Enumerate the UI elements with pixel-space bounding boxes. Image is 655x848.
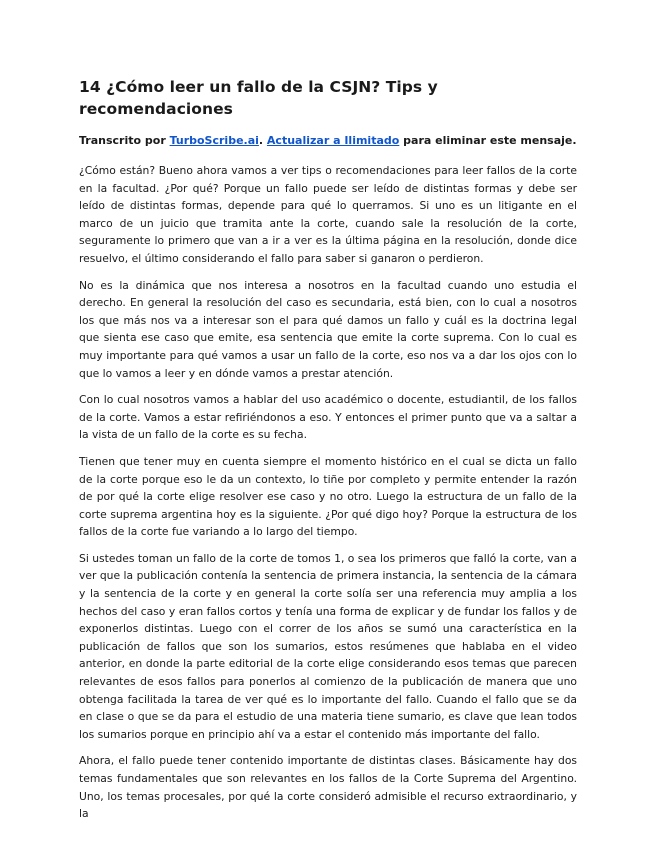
paragraph: Si ustedes toman un fallo de la corte de tomos 1, o sea los primeros que falló la corte, van a ver que la publicación contenía la sentencia de primera instancia, la sentencia de la cámara y la sentencia de la corte y en general la corte solía ser una referencia muy amplia a los hechos del caso y eran fallos cortos y tenía una forma de explicar y de fundar los fallos y de exponerlos distintas. Luego con el correr de los años se sumó una característica en la publicación de fallos que son los sumarios, estos resúmenes que hablaba en el video anterior, en donde la parte editorial de la corte elige considerando esos temas que parecen relevantes de esos fallos para ponerlos al comienzo de la publicación de manera que uno obtenga facilitada la tarea de ver qué es lo importante del fallo. Cuando el fallo que se da en clase o que se da para el estudio de una materia tiene sumario, es clave que lean todos los sumarios porque en principio ahí va a estar el contenido más importante del fallo.: [79, 551, 578, 741]
notice-prefix: Transcrito por: [79, 134, 170, 147]
paragraph: Con lo cual nosotros vamos a hablar del uso académico o docente, estudiantil, de los fallos de la corte. Vamos a estar refiriéndonos a eso. Y entonces el primer punto que va a saltar a la vista de un fallo de la corte es su fecha.: [79, 393, 577, 442]
notice-separator: .: [258, 134, 267, 147]
paragraph: No es la dinámica que nos interesa a nosotros en la facultad cuando uno estudia el derecho. En general la resolución del caso es secundaria, está bien, con lo cual a nosotros los que más nos va a interesar son el para qué damos un fallo y cuál es la doctrina legal que sienta ese caso que emite, esa sentencia que emite la corte suprema. Con lo cual es muy importante para qué vamos a usar un fallo de la corte, eso nos va a dar los ojos con lo que lo vamos a leer y en dónde vamos a prestar atención.: [79, 278, 577, 380]
document-title: 14 ¿Cómo leer un fallo de la CSJN? Tips y recomendaciones: [79, 78, 438, 118]
document-content: [79, 76, 577, 823]
paragraph: Ahora, el fallo puede tener contenido importante de distintas clases. Básicamente hay dos temas fundamentales que son relevantes en los fallos de la Corte Suprema del Argentino. Uno, los temas procesales, por qué la corte consideró admisible el recurso extraordinario, y la: [79, 754, 577, 821]
paragraph: ¿Cómo están? Bueno ahora vamos a ver tips o recomendaciones para leer fallos de la corte en la facultad. ¿Por qué? Porque un fallo puede ser leído de distintas formas y debe ser leído de distintas formas, depende para qué lo querramos. Si uno es un litigante en el marco de un juicio que tramita ante la corte, cuando sale la resolución de la corte, seguramente lo primero que van a ir a ver es la última página en la resolución, donde dice resuelvo, el último considerando el fallo para saber si ganaron o perdieron.: [79, 164, 577, 265]
turboscribe-link[interactable]: TurboScribe.ai: [169, 134, 259, 147]
transcription-notice: [79, 132, 577, 150]
paragraph: Tienen que tener muy en cuenta siempre el momento histórico en el cual se dicta un fallo de la corte porque eso le da un contexto, lo tiñe por completo y permite entender la razón de por qué la corte elige resolver ese caso y no otro. Luego la estructura de un fallo de la corte suprema argentina hoy es la siguiente. ¿Por qué digo hoy? Porque la estructura de los fallos de la corte fue variando a lo largo del tiempo.: [79, 454, 577, 539]
upgrade-unlimited-link[interactable]: Actualizar a Ilimitado: [266, 134, 400, 147]
notice-suffix: para eliminar este mensaje.: [399, 134, 577, 147]
